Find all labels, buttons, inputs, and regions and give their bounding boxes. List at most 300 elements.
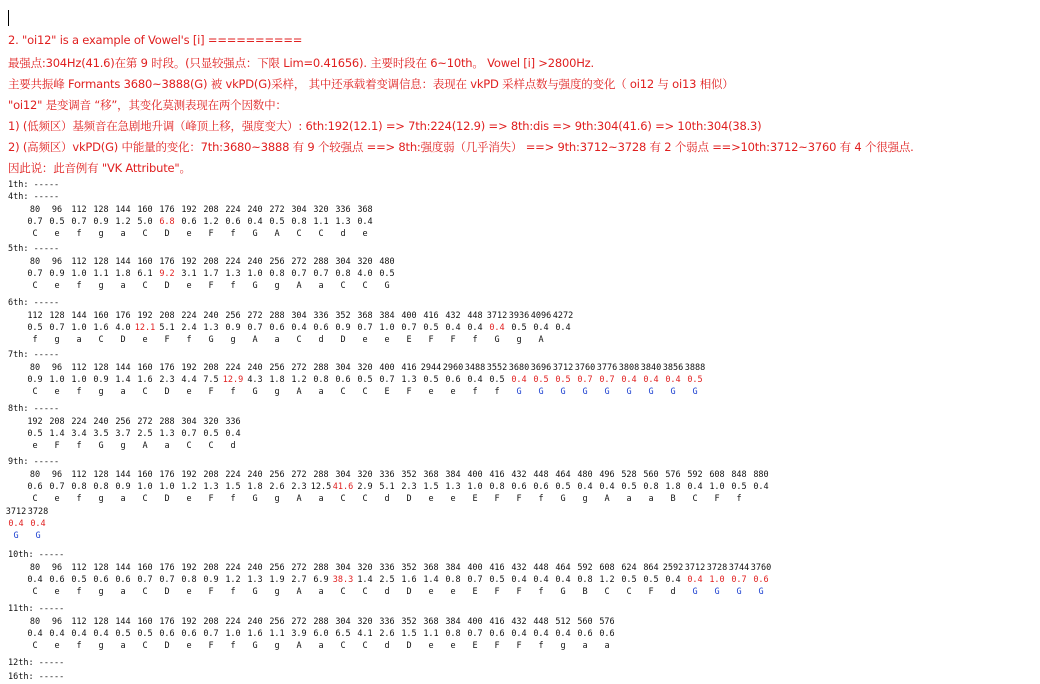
frequency-cell: 320	[313, 205, 329, 215]
note-cell: A	[538, 334, 544, 345]
strength-cell: 1.2	[225, 574, 241, 585]
frequency-cell: 400	[467, 617, 483, 627]
note-cell: f	[76, 228, 82, 239]
strength-cell: 2.6	[269, 481, 285, 492]
frequency-cell: 128	[93, 257, 109, 267]
note-cell: d	[384, 493, 390, 504]
strength-cell: 5.0	[137, 216, 153, 227]
strength-cell: 0.7	[49, 322, 65, 333]
frequency-cell: 240	[203, 311, 219, 321]
note-cell: e	[186, 228, 192, 239]
strength-cell: 0.4	[445, 322, 461, 333]
frequency-cell: 304	[181, 417, 197, 427]
frequency-cell: 320	[357, 563, 373, 573]
strength-cell: 0.8	[489, 481, 505, 492]
strength-cell: 3.9	[291, 628, 307, 639]
strength-cell: 1.6	[401, 574, 417, 585]
frequency-cell: 336	[313, 311, 329, 321]
heading: 2. "oi12" is a example of Vowel's [i] ==========	[8, 33, 303, 47]
note-cell: F	[516, 586, 522, 597]
frequency-cell: 400	[467, 470, 483, 480]
note-cell: C	[142, 586, 148, 597]
note-cell: G	[692, 386, 698, 397]
frequency-cell: 224	[225, 363, 241, 373]
frequency-cell: 848	[731, 470, 747, 480]
note-cell: F	[516, 493, 522, 504]
strength-cell: 1.7	[203, 268, 219, 279]
note-cell: C	[362, 280, 368, 291]
note-tone-change: "oi12" 是变调音 “移”，其变化莫测表现在两个因数中：	[8, 98, 287, 112]
strength-cell: 0.5	[489, 374, 505, 385]
strength-cell: 0.5	[357, 374, 373, 385]
note-cell: C	[32, 280, 38, 291]
strength-cell: 1.8	[269, 374, 285, 385]
note-cell: C	[340, 640, 346, 651]
strength-cell: 0.7	[27, 216, 43, 227]
strength-cell: 1.2	[203, 216, 219, 227]
note-cell: a	[318, 386, 324, 397]
frequency-cell: 240	[247, 363, 263, 373]
strength-cell: 0.8	[445, 628, 461, 639]
note-cell: A	[296, 640, 302, 651]
strength-cell: 0.7	[379, 374, 395, 385]
note-cell: e	[428, 493, 434, 504]
strength-cell: 0.7	[247, 322, 263, 333]
note-cell: C	[142, 386, 148, 397]
note-cell: e	[54, 493, 60, 504]
strength-cell: 1.6	[93, 322, 109, 333]
note-cell: F	[494, 493, 500, 504]
strength-cell: 0.7	[71, 216, 87, 227]
note-cell: g	[98, 586, 104, 597]
note-cell: E	[472, 493, 478, 504]
section-label: 5th: -----	[8, 244, 60, 254]
note-cell: g	[120, 440, 126, 451]
strength-cell: 6.5	[335, 628, 351, 639]
note-cell: d	[340, 228, 346, 239]
frequency-cell: 3936	[508, 311, 530, 321]
note-cell: G	[714, 586, 720, 597]
frequency-cell: 144	[71, 311, 87, 321]
strength-cell: 0.5	[27, 428, 43, 439]
frequency-cell: 608	[599, 563, 615, 573]
frequency-cell: 3712	[552, 363, 574, 373]
strength-cell: 1.5	[401, 628, 417, 639]
note-cell: f	[472, 334, 478, 345]
strength-cell: 0.5	[379, 268, 395, 279]
strength-cell: 2.7	[291, 574, 307, 585]
note-cell: f	[494, 386, 500, 397]
strength-cell: 0.9	[115, 481, 131, 492]
frequency-cell: 208	[203, 205, 219, 215]
strength-cell: 0.5	[489, 574, 505, 585]
frequency-cell: 224	[181, 311, 197, 321]
frequency-cell: 208	[203, 257, 219, 267]
note-cell: C	[340, 280, 346, 291]
note-cell: E	[472, 640, 478, 651]
frequency-cell: 176	[159, 470, 175, 480]
note-cell: f	[736, 493, 742, 504]
frequency-cell: 3808	[618, 363, 640, 373]
strength-cell: 0.4	[93, 628, 109, 639]
strength-cell: 0.6	[533, 481, 549, 492]
frequency-cell: 192	[181, 363, 197, 373]
section-label: 1th: -----	[8, 180, 60, 190]
note-cell: f	[538, 640, 544, 651]
frequency-cell: 3488	[464, 363, 486, 373]
note-cell: G	[252, 386, 258, 397]
note-cell: e	[142, 334, 148, 345]
frequency-cell: 4272	[552, 311, 574, 321]
strength-cell: 0.4	[467, 374, 483, 385]
frequency-cell: 304	[335, 617, 351, 627]
note-cell: f	[76, 493, 82, 504]
note-strongest-point: 最强点:304Hz(41.6)在第 9 时段。(只显较强点：下限 Lim=0.41656). 主要时段在 6~10th。 Vowel [i] >2800Hz.	[8, 56, 594, 70]
frequency-cell: 304	[335, 257, 351, 267]
frequency-cell: 288	[313, 257, 329, 267]
strength-cell: 0.8	[93, 481, 109, 492]
frequency-cell: 432	[511, 470, 527, 480]
strength-cell: 0.9	[93, 374, 109, 385]
strength-cell: 0.5	[511, 322, 527, 333]
strength-cell: 0.6	[445, 374, 461, 385]
note-cell: g	[98, 386, 104, 397]
strength-cell: 1.5	[225, 481, 241, 492]
note-cell: f	[538, 493, 544, 504]
note-cell: g	[274, 280, 280, 291]
strength-cell: 1.3	[335, 216, 351, 227]
strength-cell: 5.1	[379, 481, 395, 492]
strength-cell: 0.7	[49, 481, 65, 492]
note-cell: e	[54, 386, 60, 397]
strength-cell: 0.5	[27, 322, 43, 333]
strength-cell: 0.8	[335, 268, 351, 279]
frequency-cell: 400	[401, 311, 417, 321]
frequency-cell: 464	[555, 470, 571, 480]
strength-cell: 0.4	[467, 322, 483, 333]
strength-cell: 0.6	[313, 322, 329, 333]
note-cell: D	[406, 640, 412, 651]
strength-cell: 0.4	[533, 322, 549, 333]
note-cell: F	[208, 586, 214, 597]
frequency-cell: 256	[269, 617, 285, 627]
note-cell: a	[626, 493, 632, 504]
note-cell: G	[252, 280, 258, 291]
note-cell: F	[54, 440, 60, 451]
strength-cell: 4.3	[247, 374, 263, 385]
note-cell: G	[604, 386, 610, 397]
note-cell: d	[670, 586, 676, 597]
frequency-cell: 288	[313, 617, 329, 627]
strength-cell: 4.1	[357, 628, 373, 639]
note-cell: a	[120, 280, 126, 291]
note-cell: e	[186, 640, 192, 651]
note-cell: D	[406, 493, 412, 504]
note-cell: F	[450, 334, 456, 345]
note-cell: f	[472, 386, 478, 397]
note-cell: g	[274, 640, 280, 651]
note-cell: G	[758, 586, 764, 597]
frequency-cell: 80	[29, 205, 41, 215]
strength-cell: 3.5	[93, 428, 109, 439]
note-cell: A	[296, 493, 302, 504]
note-cell: e	[428, 586, 434, 597]
frequency-cell: 96	[51, 563, 63, 573]
frequency-cell: 3712	[5, 507, 27, 518]
frequency-cell: 3776	[596, 363, 618, 373]
frequency-cell: 304	[291, 205, 307, 215]
note-cell: f	[76, 640, 82, 651]
frequency-cell: 96	[51, 257, 63, 267]
strength-cell: 0.8	[269, 268, 285, 279]
note-cell: e	[428, 386, 434, 397]
note-cell: e	[384, 334, 390, 345]
frequency-cell: 2960	[442, 363, 464, 373]
strength-cell: 0.4	[511, 574, 527, 585]
note-cell: A	[142, 440, 148, 451]
frequency-cell: 432	[511, 563, 527, 573]
note-cell: G	[252, 586, 258, 597]
strength-cell: 4.4	[181, 374, 197, 385]
frequency-cell: 144	[115, 363, 131, 373]
strength-cell: 1.9	[269, 574, 285, 585]
note-cell: F	[494, 640, 500, 651]
strength-cell: 0.6	[599, 628, 615, 639]
frequency-cell: 320	[357, 617, 373, 627]
note-cell: e	[362, 334, 368, 345]
strength-cell: 1.0	[49, 374, 65, 385]
strength-cell: 41.6	[332, 481, 354, 492]
frequency-cell: 384	[445, 617, 461, 627]
frequency-cell: 3680	[508, 363, 530, 373]
strength-cell: 0.8	[313, 374, 329, 385]
note-cell: C	[98, 334, 104, 345]
frequency-cell: 256	[269, 563, 285, 573]
frequency-cell: 224	[225, 257, 241, 267]
frequency-cell: 288	[313, 563, 329, 573]
strength-cell: 2.3	[401, 481, 417, 492]
note-cell: d	[318, 334, 324, 345]
strength-cell: 6.9	[313, 574, 329, 585]
frequency-cell: 880	[753, 470, 769, 480]
frequency-cell: 576	[599, 617, 615, 627]
strength-cell: 0.4	[27, 574, 43, 585]
note-cell: F	[714, 493, 720, 504]
strength-cell: 3.1	[181, 268, 197, 279]
strength-cell: 0.6	[489, 628, 505, 639]
frequency-cell: 128	[93, 205, 109, 215]
frequency-cell: 320	[357, 470, 373, 480]
strength-cell: 0.6	[181, 216, 197, 227]
frequency-cell: 3712	[486, 311, 508, 321]
note-cell: a	[318, 640, 324, 651]
strength-cell: 0.5	[115, 628, 131, 639]
strength-cell: 0.7	[181, 428, 197, 439]
note-cell: g	[560, 640, 566, 651]
frequency-cell: 288	[159, 417, 175, 427]
strength-cell: 0.5	[555, 481, 571, 492]
note-cell: g	[98, 493, 104, 504]
note-cell: C	[142, 493, 148, 504]
frequency-cell: 224	[225, 470, 241, 480]
strength-cell: 1.3	[203, 481, 219, 492]
frequency-cell: 336	[379, 617, 395, 627]
note-cell: e	[32, 440, 38, 451]
frequency-cell: 208	[49, 417, 65, 427]
strength-cell: 0.4	[511, 628, 527, 639]
strength-cell: 1.1	[423, 628, 439, 639]
frequency-cell: 3856	[662, 363, 684, 373]
section-label: 11th: -----	[8, 604, 65, 614]
frequency-cell: 352	[401, 617, 417, 627]
note-cell: a	[120, 640, 126, 651]
frequency-cell: 432	[511, 617, 527, 627]
strength-cell: 1.5	[423, 481, 439, 492]
strength-cell: 0.7	[467, 574, 483, 585]
note-cell: G	[560, 586, 566, 597]
frequency-cell: 96	[51, 363, 63, 373]
note-formants: 主要共振峰 Formants 3680~3888(G) 被 vkPD(G)采样， 其中还承载着变调信息：表现在 vkPD 采样点数与强度的变化（ oi12 与 oi13 相似）	[8, 77, 734, 91]
strength-cell: 0.8	[291, 216, 307, 227]
note-cell: G	[252, 640, 258, 651]
note-cell: D	[164, 586, 170, 597]
frequency-cell: 3712	[684, 563, 706, 573]
frequency-cell: 336	[335, 205, 351, 215]
frequency-cell: 416	[489, 563, 505, 573]
note-cell: B	[582, 586, 588, 597]
strength-cell: 1.0	[71, 322, 87, 333]
strength-cell: 1.3	[445, 481, 461, 492]
frequency-cell: 272	[247, 311, 263, 321]
frequency-cell: 192	[181, 563, 197, 573]
strength-cell: 0.6	[181, 628, 197, 639]
frequency-cell: 304	[291, 311, 307, 321]
frequency-cell: 272	[291, 470, 307, 480]
frequency-cell: 512	[555, 617, 571, 627]
frequency-cell: 400	[467, 563, 483, 573]
frequency-cell: 192	[181, 470, 197, 480]
frequency-cell: 208	[159, 311, 175, 321]
note-cell: f	[230, 280, 236, 291]
strength-cell: 0.5	[687, 374, 703, 385]
frequency-cell: 576	[665, 470, 681, 480]
strength-cell: 1.8	[247, 481, 263, 492]
note-cell: C	[604, 586, 610, 597]
strength-cell: 0.6	[49, 574, 65, 585]
note-cell: f	[230, 640, 236, 651]
strength-cell: 0.5	[49, 216, 65, 227]
note-cell: D	[164, 280, 170, 291]
strength-cell: 0.9	[335, 322, 351, 333]
note-cell: D	[164, 228, 170, 239]
note-cell: f	[76, 586, 82, 597]
strength-cell: 3.7	[115, 428, 131, 439]
note-cell: f	[230, 228, 236, 239]
strength-cell: 0.5	[555, 374, 571, 385]
frequency-cell: 384	[379, 311, 395, 321]
note-cell: e	[54, 280, 60, 291]
strength-cell: 1.1	[93, 268, 109, 279]
note-cell: D	[120, 334, 126, 345]
strength-cell: 0.7	[203, 628, 219, 639]
strength-cell: 2.3	[159, 374, 175, 385]
note-cell: g	[274, 586, 280, 597]
frequency-cell: 560	[643, 470, 659, 480]
note-cell: F	[516, 640, 522, 651]
strength-cell: 0.6	[269, 322, 285, 333]
note-cell: F	[208, 280, 214, 291]
frequency-cell: 144	[115, 257, 131, 267]
frequency-cell: 144	[115, 617, 131, 627]
strength-cell: 1.0	[71, 374, 87, 385]
frequency-cell: 368	[423, 470, 439, 480]
frequency-cell: 128	[93, 563, 109, 573]
section-label: 16th: -----	[8, 672, 65, 682]
frequency-cell: 80	[29, 257, 41, 267]
note-conclusion: 因此说：此音例有 "VK Attribute"。	[8, 161, 191, 175]
note-cell: D	[340, 334, 346, 345]
frequency-cell: 160	[137, 617, 153, 627]
frequency-cell: 96	[51, 205, 63, 215]
strength-cell: 0.4	[247, 216, 263, 227]
note-cell: A	[296, 386, 302, 397]
note-cell: e	[54, 586, 60, 597]
frequency-cell: 336	[379, 563, 395, 573]
note-cell: C	[32, 640, 38, 651]
note-cell: f	[230, 586, 236, 597]
note-cell: d	[384, 640, 390, 651]
note-cell: F	[208, 640, 214, 651]
frequency-cell: 560	[577, 617, 593, 627]
strength-cell: 1.8	[115, 268, 131, 279]
frequency-cell: 320	[357, 363, 373, 373]
strength-cell: 0.7	[401, 322, 417, 333]
frequency-cell: 480	[577, 470, 593, 480]
strength-cell: 1.0	[467, 481, 483, 492]
strength-cell: 0.4	[643, 374, 659, 385]
note-cell: G	[582, 386, 588, 397]
frequency-cell: 416	[489, 617, 505, 627]
note-cell: G	[252, 228, 258, 239]
frequency-cell: 160	[137, 470, 153, 480]
note-cell: G	[692, 586, 698, 597]
frequency-cell: 144	[115, 470, 131, 480]
strength-cell: 0.4	[621, 374, 637, 385]
note-cell: f	[186, 334, 192, 345]
strength-cell: 0.6	[159, 628, 175, 639]
frequency-cell: 624	[621, 563, 637, 573]
strength-cell: 1.0	[247, 268, 263, 279]
note-cell: F	[494, 586, 500, 597]
strength-cell: 0.7	[731, 574, 747, 585]
note-cell: f	[76, 386, 82, 397]
strength-cell: 1.2	[115, 216, 131, 227]
frequency-cell: 160	[137, 205, 153, 215]
strength-cell: 0.4	[533, 574, 549, 585]
frequency-cell: 288	[313, 363, 329, 373]
note-cell: A	[296, 586, 302, 597]
note-cell: G	[648, 386, 654, 397]
frequency-cell: 400	[379, 363, 395, 373]
frequency-cell: 128	[93, 617, 109, 627]
strength-cell: 0.4	[555, 322, 571, 333]
frequency-cell: 3696	[530, 363, 552, 373]
frequency-cell: 480	[379, 257, 395, 267]
frequency-cell: 160	[137, 363, 153, 373]
frequency-cell: 272	[291, 563, 307, 573]
note-cell: C	[142, 640, 148, 651]
note-cell: f	[538, 586, 544, 597]
